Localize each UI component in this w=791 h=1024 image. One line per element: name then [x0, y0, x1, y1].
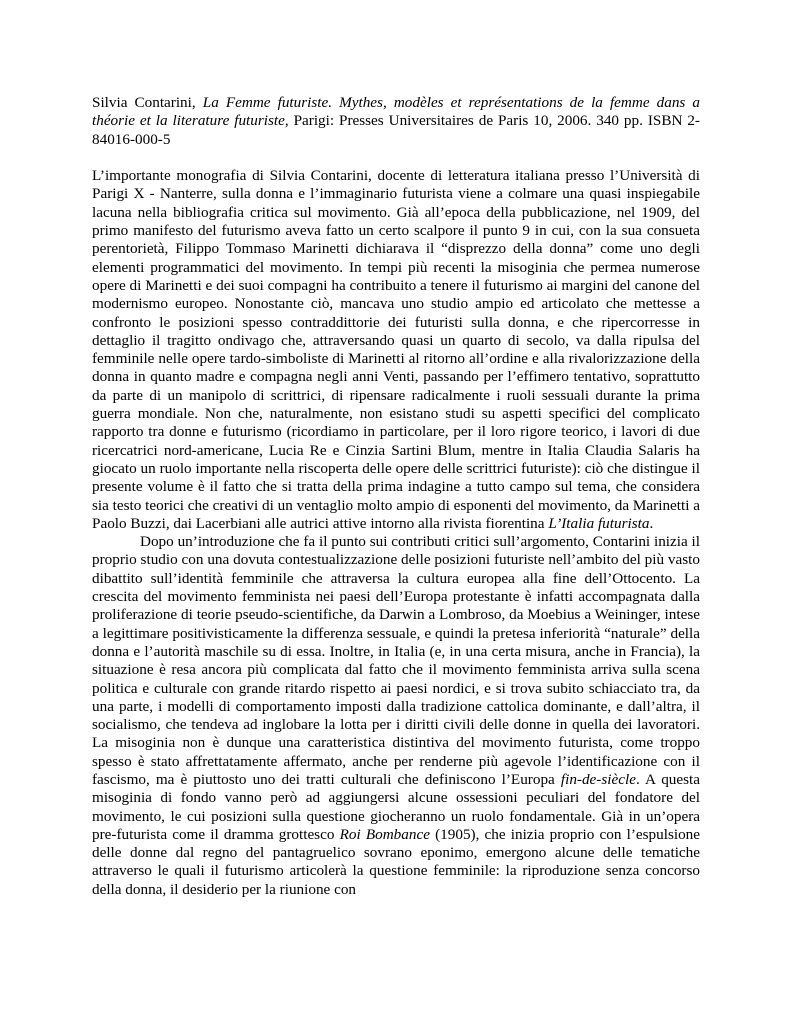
paragraph-2-text-b: . A questa misoginia di fondo vanno però ad aggiungersi alcune ossessioni peculiari del fondatore del movimento, le cui posizioni sulla questione giocheranno un ruolo fondamentale. Già in un’opera pre-futurista come il dramma grottesco — [92, 770, 700, 843]
document-page — [92, 94, 700, 899]
paragraph-2-text-c: (1905), che inizia proprio con l’espulsione delle donne dal regno del pantagruelico sovrano eponimo, emergono alcune delle tematiche attraverso le quali il futurismo articolerà la questione femminile: la riproduzione senza concorso della donna, il desiderio per la riunione con — [92, 825, 700, 898]
review-paragraph-1 — [92, 167, 700, 533]
journal-title: L’Italia futurista — [548, 514, 650, 532]
roi-bombance-title: Roi Bombance — [339, 825, 430, 843]
paragraph-2-text-a: Dopo un’introduzione che fa il punto sui contributi critici sull’argomento, Contarini inizia il proprio studio con una dovuta contestualizzazione delle posizioni futuriste nell’ambito del più vasto dibattito sull’identità femminile che attraversa la cultura europea alla fine dell’Ottocento. La crescita del movimento femminista nei paesi dell’Europa protestante è infatti accompagnata dalla proliferazione di teorie pseudo-scientifiche, da Darwin a Lombroso, da Moebius a Weininger, intese a legittimare positivisticamente la differenza sessuale, e quindi la pretesa inferiorità “naturale” della donna e l’autorità maschile su di essa. Inoltre, in Italia (e, in una certa misura, anche in Francia), la situazione è resa ancora più complicata dal fatto che il movimento femminista arriva sulla scena politica e culturale con grande ritardo rispetto ai paesi nordici, e si trova subito schiacciato tra, da una parte, i modelli di comportamento imposti dalla tradizione cattolica dominante, e dall’altra, il socialismo, che tendeva ad inglobare la lotta per i diritti civili delle donne in quella dei lavoratori. La misoginia non è dunque una caratteristica distintiva del movimento futurista, come troppo spesso è stato affrettatamente affermato, anche per renderne più agevole l’identificazione con il fascismo, ma è piuttosto uno dei tratti culturali che definiscono l’Europa — [92, 533, 700, 788]
fin-de-siecle-term: fin-de-siècle — [560, 770, 636, 788]
paragraph-1-end: . — [649, 514, 654, 532]
paragraph-1-text: L’importante monografia di Silvia Contarini, docente di letteratura italiana presso l’Università di Parigi X - Nanterre, sulla donna e l’immaginario futurista viene a colmare una quasi inspiegabile lacuna nella bibliografia critica sul movimento. Già all’epoca della pubblicazione, nel 1909, del primo manifesto del futurismo aveva fatto un certo scalpore il punto 9 in cui, con la sua consueta perentorietà, Filippo Tommaso Marinetti dichiarava il “disprezzo della donna” come uno degli elementi programmatici del movimento. In tempi più recenti la misoginia che permea numerose opere di Marinetti e dei suoi compagni ha contribuito a tenere il futurismo ai margini del canone del modernismo europeo. Nonostante ciò, mancava uno studio ampio ed articolato che mettesse a confronto le posizioni spesso contraddittorie dei futuristi sulla donna, e che ripercorresse in dettaglio il tragitto ondivago che, attraversando quasi un quarto di secolo, va dalla ripulsa del femminile nelle opere tardo-simboliste di Marinetti al ritorno all’ordine e alla rivalorizzazione della donna in quanto madre e compagna negli anni Venti, passando per l’effimero tentativo, soprattutto da parte di un manipolo di scrittrici, di ripensare radicalmente i ruoli sessuali durante la prima guerra mondiale. Non che, naturalmente, non esistano studi su aspetti specifici del complicato rapporto tra donne e futurismo (ricordiamo in particolare, per il loro rigore teorico, i lavori di due ricercatrici nord-americane, Lucia Re e Cinzia Sartini Blum, mentre in Italia Claudia Salaris ha giocato un ruolo importante nella riscoperta delle opere delle scrittrici futuriste): ciò che distingue il presente volume è il fatto che si tratta della prima indagine a tutto campo sul tema, che considera sia testo teorici che creativi di un ventaglio molto ampio di esponenti del movimento, da Marinetti a Paolo Buzzi, dai Lacerbiani alle autrici attive intorno alla rivista fiorentina — [92, 167, 700, 532]
citation-details: , Parigi: Presses Universitaires de Paris 10, 2006. 340 pp. ISBN 2-84016-000-5 — [92, 112, 700, 148]
review-paragraph-2 — [92, 533, 700, 899]
citation-title: La Femme futuriste. Mythes, modèles et représentations de la femme dans a théorie et la literature futuriste — [92, 94, 701, 130]
citation-author: Silvia Contarini, — [92, 94, 203, 111]
book-citation — [92, 94, 700, 149]
